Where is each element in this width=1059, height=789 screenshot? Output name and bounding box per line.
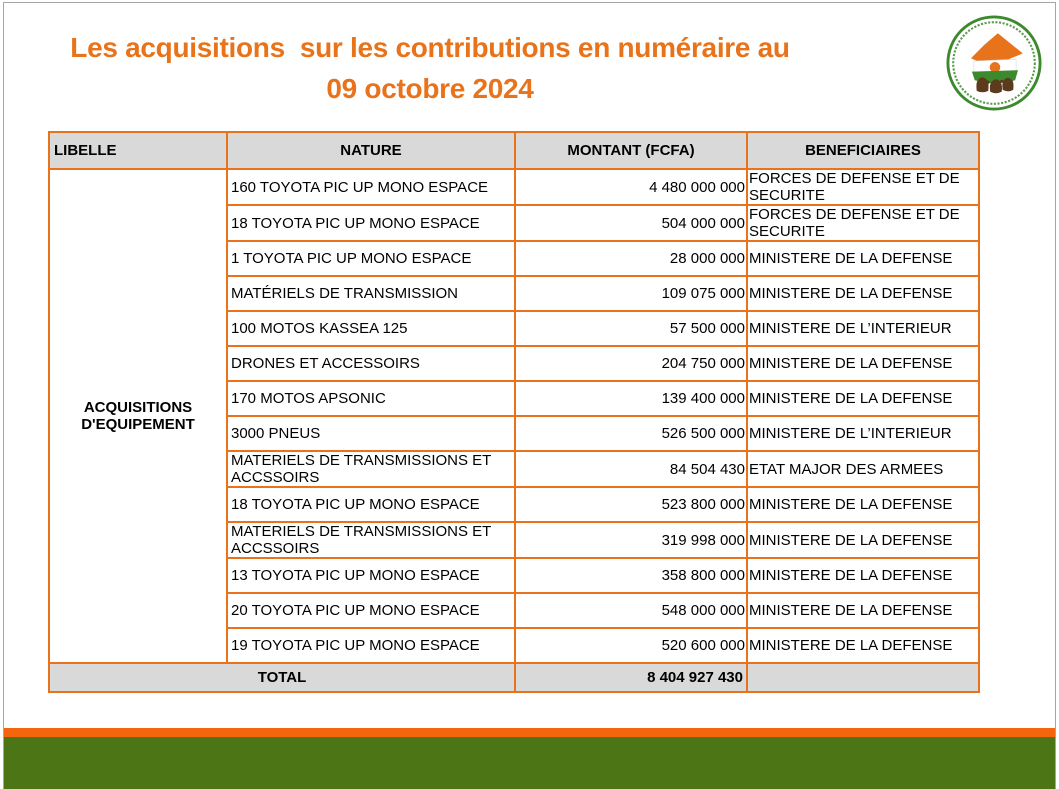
column-header-beneficiaires: BENEFICIAIRES [747, 132, 979, 169]
beneficiaire-cell: MINISTERE DE L’INTERIEUR [747, 416, 979, 451]
nature-cell: MATÉRIELS DE TRANSMISSION [227, 276, 515, 311]
montant-cell: 28 000 000 [515, 241, 747, 276]
nature-cell: 3000 PNEUS [227, 416, 515, 451]
montant-cell: 358 800 000 [515, 558, 747, 593]
montant-cell: 504 000 000 [515, 205, 747, 241]
beneficiaire-cell: MINISTERE DE LA DEFENSE [747, 276, 979, 311]
montant-cell: 139 400 000 [515, 381, 747, 416]
beneficiaire-cell: ETAT MAJOR DES ARMEES [747, 451, 979, 487]
montant-cell: 548 000 000 [515, 593, 747, 628]
emblem-icon [946, 15, 1042, 111]
nature-cell: 18 TOYOTA PIC UP MONO ESPACE [227, 205, 515, 241]
nature-cell: 1 TOYOTA PIC UP MONO ESPACE [227, 241, 515, 276]
nature-cell: DRONES ET ACCESSOIRS [227, 346, 515, 381]
nature-cell: 170 MOTOS APSONIC [227, 381, 515, 416]
montant-cell: 4 480 000 000 [515, 169, 747, 205]
beneficiaire-cell: FORCES DE DEFENSE ET DE SECURITE [747, 169, 979, 205]
libelle-group-cell: ACQUISITIONS D'EQUIPEMENT [49, 169, 227, 663]
table-header-row [49, 132, 979, 169]
page-title [4, 27, 856, 109]
beneficiaire-cell: MINISTERE DE LA DEFENSE [747, 593, 979, 628]
nature-cell: 20 TOYOTA PIC UP MONO ESPACE [227, 593, 515, 628]
montant-cell: 204 750 000 [515, 346, 747, 381]
table-row [49, 169, 979, 205]
montant-cell: 520 600 000 [515, 628, 747, 663]
beneficiaire-cell: MINISTERE DE LA DEFENSE [747, 487, 979, 522]
nature-cell: 19 TOYOTA PIC UP MONO ESPACE [227, 628, 515, 663]
nature-cell: 13 TOYOTA PIC UP MONO ESPACE [227, 558, 515, 593]
nature-cell: MATERIELS DE TRANSMISSIONS ET ACCSSOIRS [227, 522, 515, 558]
column-header-nature: NATURE [227, 132, 515, 169]
table-body [49, 169, 979, 663]
beneficiaire-cell: MINISTERE DE LA DEFENSE [747, 346, 979, 381]
beneficiaire-cell: MINISTERE DE LA DEFENSE [747, 381, 979, 416]
table-header [49, 132, 979, 169]
beneficiaire-cell: MINISTERE DE L’INTERIEUR [747, 311, 979, 346]
beneficiaire-cell: MINISTERE DE LA DEFENSE [747, 241, 979, 276]
montant-cell: 523 800 000 [515, 487, 747, 522]
beneficiaire-cell: MINISTERE DE LA DEFENSE [747, 558, 979, 593]
nature-cell: 160 TOYOTA PIC UP MONO ESPACE [227, 169, 515, 205]
beneficiaire-cell: MINISTERE DE LA DEFENSE [747, 522, 979, 558]
nature-cell: 18 TOYOTA PIC UP MONO ESPACE [227, 487, 515, 522]
acquisitions-table [48, 131, 980, 693]
total-row [49, 663, 979, 692]
total-montant: 8 404 927 430 [515, 663, 747, 692]
beneficiaire-cell: FORCES DE DEFENSE ET DE SECURITE [747, 205, 979, 241]
footer-green-band [4, 737, 1055, 789]
table-footer [49, 663, 979, 692]
slide [3, 2, 1056, 789]
beneficiaire-cell: MINISTERE DE LA DEFENSE [747, 628, 979, 663]
total-label: TOTAL [49, 663, 515, 692]
column-header-montant: MONTANT (FCFA) [515, 132, 747, 169]
nature-cell: MATERIELS DE TRANSMISSIONS ET ACCSSOIRS [227, 451, 515, 487]
montant-cell: 84 504 430 [515, 451, 747, 487]
nature-cell: 100 MOTOS KASSEA 125 [227, 311, 515, 346]
montant-cell: 319 998 000 [515, 522, 747, 558]
footer-orange-stripe [4, 728, 1055, 737]
montant-cell: 109 075 000 [515, 276, 747, 311]
montant-cell: 57 500 000 [515, 311, 747, 346]
page-title-line2: 09 octobre 2024 [326, 73, 534, 104]
column-header-libelle: LIBELLE [49, 132, 227, 169]
niger-cnsp-emblem-logo [946, 15, 1042, 111]
page-title-line1: Les acquisitions sur les contributions en numéraire au [70, 32, 790, 63]
montant-cell: 526 500 000 [515, 416, 747, 451]
total-beneficiaire-empty [747, 663, 979, 692]
